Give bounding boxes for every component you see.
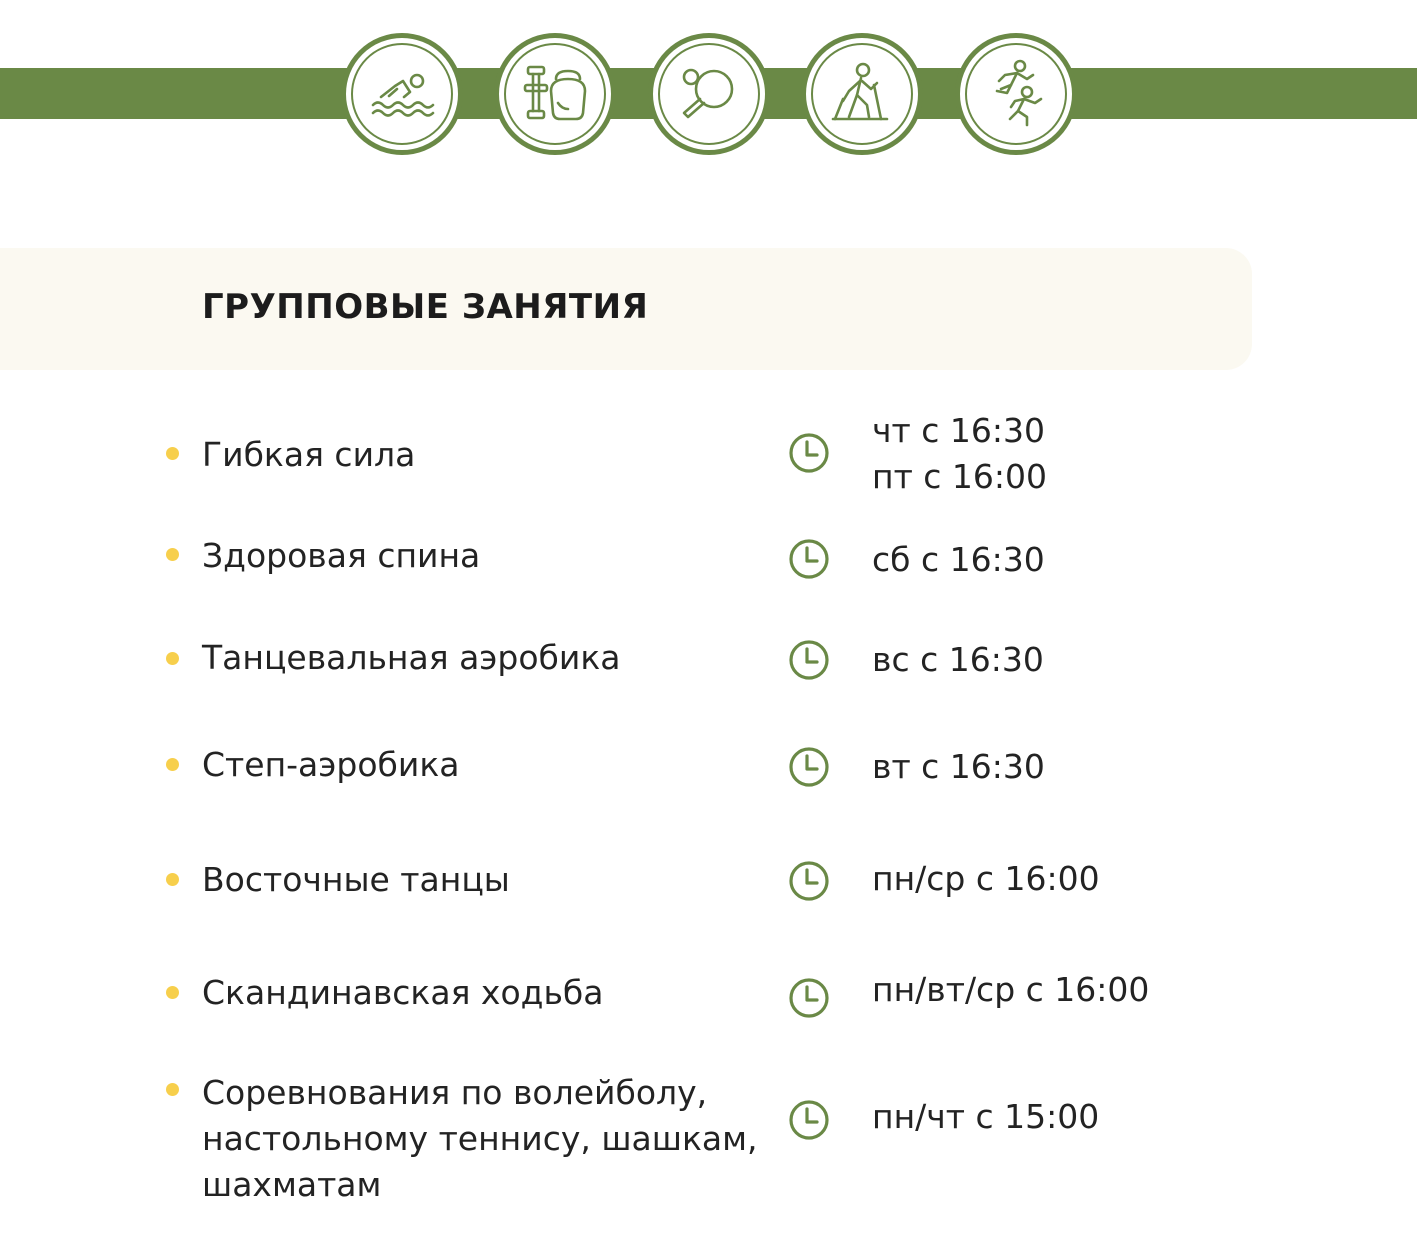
activity-name: Восточные танцы: [202, 860, 510, 899]
swimming-badge: [341, 33, 463, 155]
bullet-icon: [166, 873, 179, 886]
clock-icon: [787, 976, 831, 1020]
bullet-icon: [166, 548, 179, 561]
bullet-icon: [166, 1083, 179, 1096]
running-people-icon: [981, 59, 1051, 129]
clock-icon: [787, 1098, 831, 1142]
activity-name: Степ-аэробика: [202, 745, 460, 784]
activity-schedule: вс с 16:30: [872, 640, 1044, 679]
activity-name: Гибкая сила: [202, 435, 416, 474]
bullet-icon: [166, 652, 179, 665]
clock-icon: [787, 745, 831, 789]
table-tennis-badge: [648, 33, 770, 155]
running-badge: [955, 33, 1077, 155]
activity-schedule: вт с 16:30: [872, 747, 1045, 786]
nordic-walking-badge: [801, 33, 923, 155]
activity-schedule: сб с 16:30: [872, 540, 1045, 579]
gym-badge: [494, 33, 616, 155]
activity-name: Скандинавская ходьба: [202, 973, 604, 1012]
bullet-icon: [166, 986, 179, 999]
clock-icon: [787, 537, 831, 581]
nordic-walking-icon: [827, 59, 897, 129]
dumbbell-kettlebell-icon: [520, 59, 590, 129]
activity-schedule: чт с 16:30 пт с 16:00: [872, 411, 1048, 496]
clock-icon: [787, 859, 831, 903]
activity-schedule: пн/ср с 16:00: [872, 859, 1100, 898]
activity-name: Соревнования по волейболу, настольному теннису, шашкам, шахматам: [202, 1073, 758, 1204]
table-tennis-icon: [674, 59, 744, 129]
clock-icon: [787, 638, 831, 682]
bullet-icon: [166, 447, 179, 460]
activity-schedule: пн/вт/ср с 16:00: [872, 970, 1150, 1009]
swimmer-icon: [367, 59, 437, 129]
bullet-icon: [166, 758, 179, 771]
activity-name: Здоровая спина: [202, 536, 481, 575]
clock-icon: [787, 431, 831, 475]
activity-name: Танцевальная аэробика: [202, 638, 621, 677]
activity-schedule: пн/чт с 15:00: [872, 1097, 1100, 1136]
section-title: ГРУППОВЫЕ ЗАНЯТИЯ: [202, 287, 649, 327]
